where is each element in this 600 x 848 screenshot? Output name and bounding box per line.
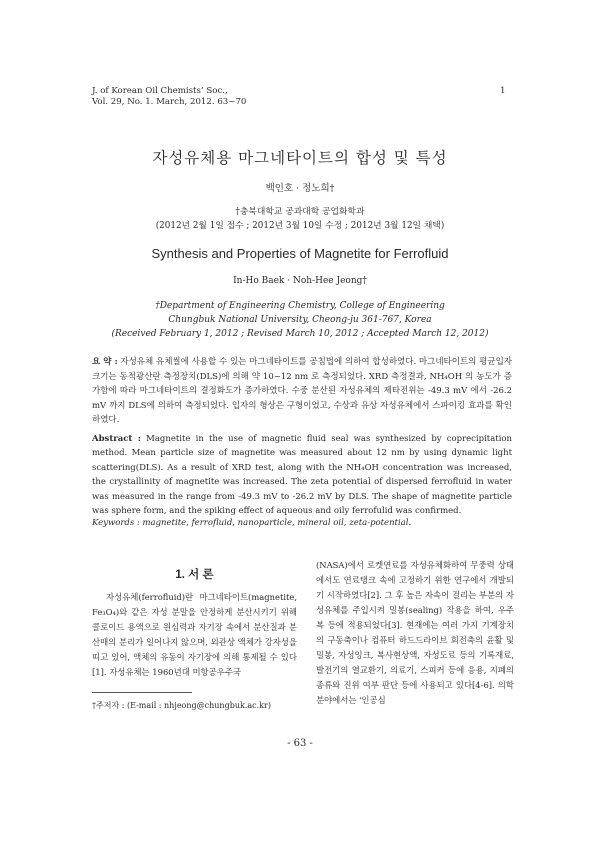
abstract-english-text: Magnetite in the use of magnetic fluid seal was synthesized by coprecipitation method. Mean particle size of magnetite was measured about 12 nm by using dynamic light scattering(DLS). As a result of XRD test, along with the NH₄OH concentration was increased, the crystallinity of magnetite was increased. The zeta potential of dispersed ferrofluid in water was measured in the range from -49.3 mV to -26.2 mV by DLS. The shape of magnetite particle was sphere form, and the spiking effect of aqueous and oily ferrofulid was confirmed. — [92, 434, 513, 517]
body-right-column: (NASA)에서 로켓연료를 자성유체화하여 무중력 상태에서도 연료탱크 속에 고정하기 위한 연구에서 개발되기 시작하였다[2]. 그 후 높은 자속이 걸리는 부분의 자성유체를 주입시켜 밀봉(sealing) 작용을 하여, 우주복 등에 적용되었다[3]. 현재에는 여러 가지 기계장치의 구동축이나 컴퓨터 하드드라이브 회전축의 윤활 및 밀봉, 자성잉크, 복사현상액, 자성도료 등의 기록재료, 발전기의 열교환기, 의료기, 스피커 등에 응용, 지폐의 종류와 진위 여부 판단 등에 사용되고 있다[4-6]. 의학 분야에서는 '인공심 — [316, 560, 514, 705]
abstract-korean — [92, 355, 512, 428]
abstract-english-label: Abstract : — [92, 434, 141, 444]
affiliation-english-line-2: Chungbuk National University, Cheong-ju 361-767, Korea — [168, 315, 432, 325]
abstract-english — [92, 432, 512, 518]
abstract-korean-text: 자성유체 유체씰에 사용할 수 있는 마그네타이트를 공침법에 의하여 합성하였다. 마그네타이트의 평균입자크기는 동적광산란 측정장치(DLS)에 의해 약 10~12 nm 로 측정되었다. XRD 측정결과, NH₄OH 의 농도가 증가함에 따라 마그네타이트의 결정화도가 증가하였다. 수중 분산된 자성유체의 제타전위는 -49.3 mV 에서 -26.2 mV 까지 DLS에 의하여 측정되었다. 입자의 형상은 구형이었고, 수상과 유상 자성유체에서 스파이킹 효과를 확인하였다. — [92, 357, 512, 426]
keywords: Keywords : magnetite, ferrofluid, nanoparticle, mineral oil, zeta-potential. — [92, 518, 412, 528]
journal-line-1: J. of Korean Oil Chemists’ Soc., — [92, 86, 228, 96]
journal-citation — [92, 86, 246, 108]
affiliation-korean — [0, 205, 600, 233]
section-heading-introduction: 1. 서 론 — [175, 569, 214, 581]
dates-korean: (2012년 2월 1일 접수 ; 2012년 3월 10일 수정 ; 2012년 3월 12일 채택) — [155, 221, 445, 231]
body-left-column: 자성유체(ferrofluid)란 마그네타이트(magnetite, Fe₃O₄)와 같은 자성 분말을 안정하게 분산시키기 위해 콜로이드 용액으로 원심력과 자기장 속에서 분산질과 분산매의 분리가 일어나지 않으며, 외관상 액체가 강자성을 띠고 있어, 액체의 유동이 자기장에 의해 통제될 수 있다[1]. 자성유체는 1960년대 미항공우주국 — [92, 592, 297, 677]
affiliation-korean-line: †충북대학교 공과대학 공업화학과 — [235, 207, 365, 217]
footnote-corresponding-author: †주저자 : (E-mail : nhjeong@chungbuk.ac.kr) — [92, 701, 271, 710]
affiliation-english-line-1: †Department of Engineering Chemistry, College of Engineering — [155, 301, 445, 311]
title-korean: 자성유체용 마그네타이트의 합성 및 특성 — [152, 149, 448, 167]
authors-english: In-Ho Baek · Noh-Hee Jeong† — [233, 276, 367, 286]
authors-korean: 백인호 · 정노희† — [265, 183, 335, 194]
journal-line-2: Vol. 29, No. 1. March, 2012. 63~70 — [92, 97, 247, 107]
footnote-divider — [92, 692, 192, 693]
title-english: Synthesis and Properties of Magnetite for Ferrofluid — [151, 246, 449, 261]
page-number-top: 1 — [500, 86, 506, 96]
page-number-bottom: - 63 - — [287, 738, 313, 749]
abstract-korean-label: 요 약 : — [92, 357, 118, 367]
dates-english: (Received February 1, 2012 ; Revised March 10, 2012 ; Accepted March 12, 2012) — [111, 329, 489, 339]
affiliation-english — [0, 299, 600, 341]
